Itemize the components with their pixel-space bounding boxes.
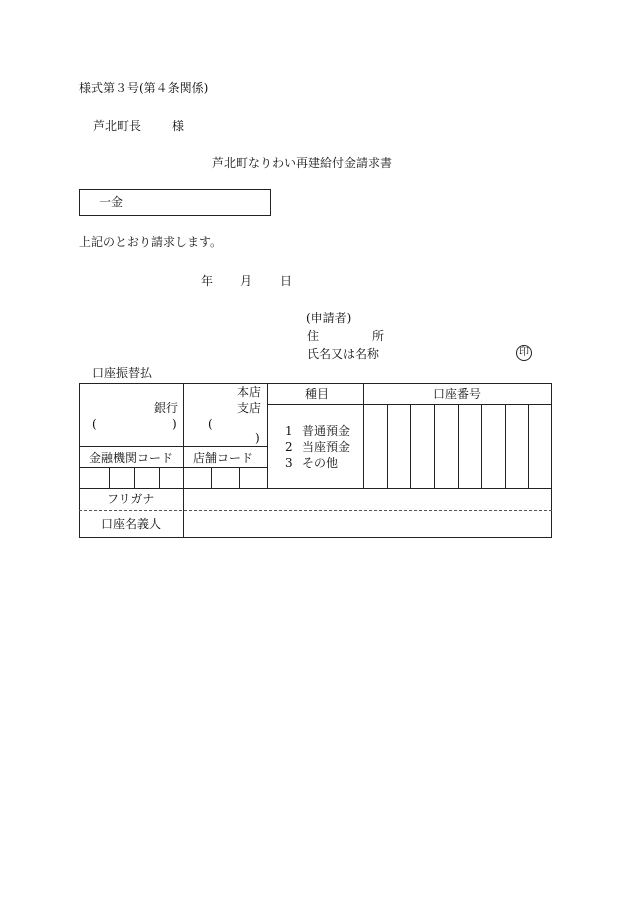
bank-code-cell-divider — [134, 467, 135, 488]
bank-branch-divider — [183, 383, 184, 488]
document-title: 芦北町なりわい再建給付金請求書 — [212, 156, 393, 170]
form-number: 様式第３号(第４条関係) — [79, 81, 209, 95]
code-row-top-line — [79, 446, 267, 447]
branch-paren-close: ) — [255, 431, 260, 445]
date-year-label: 年 — [201, 274, 214, 288]
account-holder-label: 口座名義人 — [101, 517, 162, 531]
bank-code-label: 金融機関コード — [89, 451, 174, 465]
account-type-label: 普通預金 — [302, 424, 351, 438]
date-day-label: 日 — [280, 274, 293, 288]
account-digit-divider — [528, 404, 529, 488]
request-statement: 上記のとおり請求します。 — [79, 235, 223, 249]
account-transfer-heading: 口座振替払 — [92, 366, 153, 380]
bank-code-cell-divider — [109, 467, 110, 488]
bank-paren-close: ) — [172, 417, 177, 431]
branch-code-cell-divider — [211, 467, 212, 488]
applicant-heading: (申請者) — [306, 311, 352, 325]
account-number-header: 口座番号 — [433, 387, 482, 401]
addressee-honorific: 様 — [172, 119, 185, 133]
account-digit-divider — [410, 404, 411, 488]
bank-paren-open: ( — [92, 417, 97, 431]
head-office-label: 本店 — [237, 385, 262, 399]
name-label: 氏名又は名称 — [307, 347, 380, 361]
date-month-label: 月 — [240, 274, 253, 288]
account-type-label: 当座預金 — [302, 440, 351, 454]
account-type-label: その他 — [302, 456, 339, 470]
account-digit-divider — [387, 404, 388, 488]
furigana-label: フリガナ — [107, 492, 155, 506]
type-account-divider — [363, 383, 364, 488]
account-type-num: 3 — [285, 456, 293, 470]
account-type-num: 2 — [285, 440, 293, 454]
account-holder-field[interactable] — [184, 511, 551, 537]
seal-mark: 印 — [516, 345, 532, 361]
address-label-1: 住 — [307, 329, 320, 343]
branch-paren-open: ( — [208, 417, 213, 431]
account-digit-divider — [481, 404, 482, 488]
addressee-name: 芦北町長 — [93, 119, 142, 133]
account-digit-divider — [434, 404, 435, 488]
branch-label: 支店 — [237, 401, 262, 415]
account-type-num: 1 — [285, 424, 293, 438]
furigana-field[interactable] — [184, 489, 551, 509]
account-type-header: 種目 — [305, 387, 330, 401]
account-digit-divider — [505, 404, 506, 488]
branch-type-divider — [267, 383, 268, 488]
branch-code-cell-divider — [239, 467, 240, 488]
address-label-2: 所 — [372, 329, 385, 343]
account-digit-divider — [458, 404, 459, 488]
bank-suffix-label: 銀行 — [154, 401, 179, 415]
amount-label: 一金 — [99, 195, 124, 209]
branch-code-label: 店舗コード — [193, 451, 254, 465]
bank-code-cell-divider — [159, 467, 160, 488]
